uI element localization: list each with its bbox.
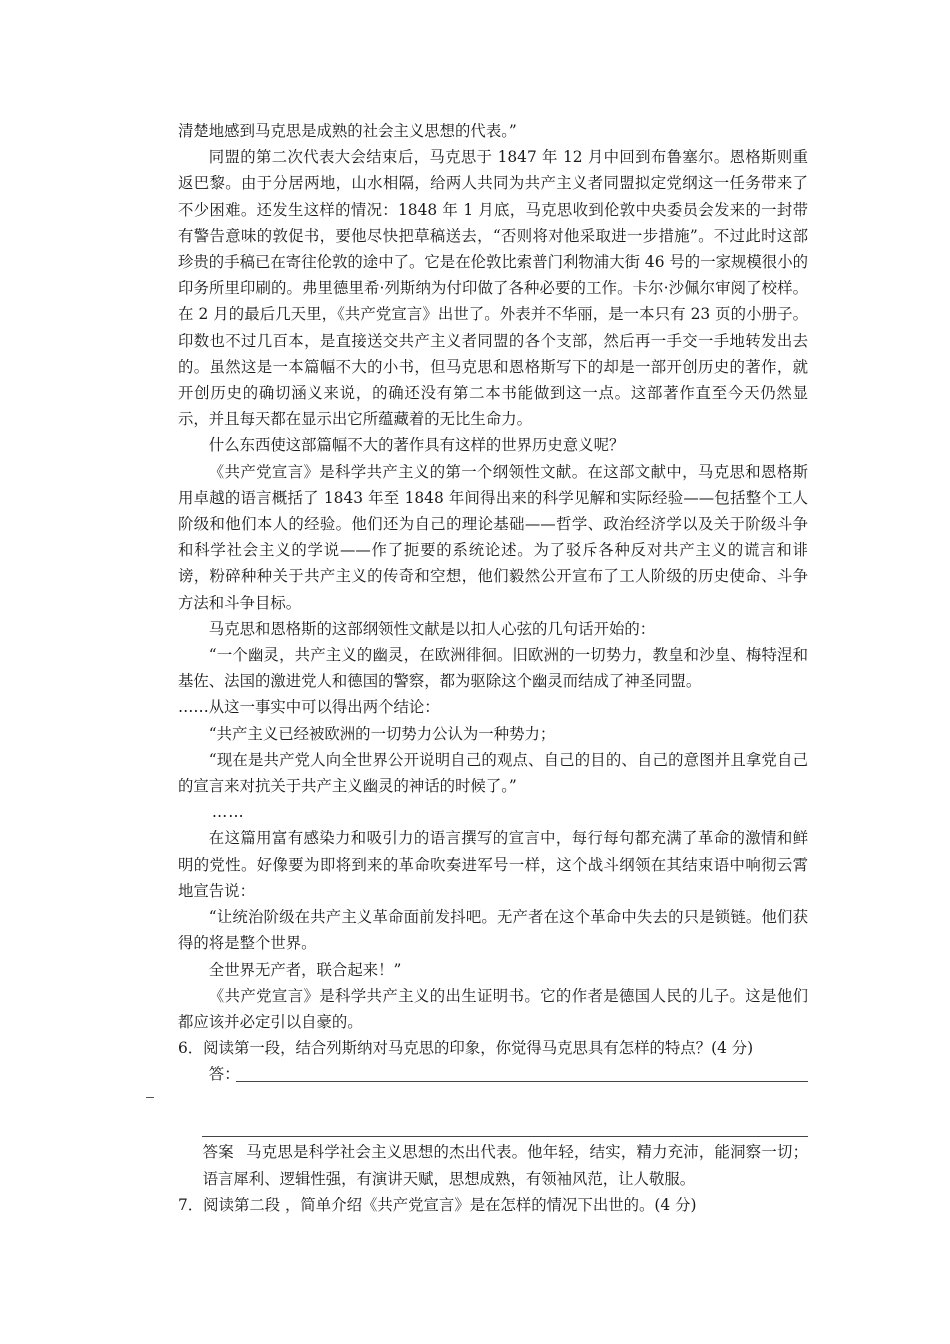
question-6: 6．阅读第一段，结合列斯纳对马克思的印象，你觉得马克思具有怎样的特点？(4 分) (178, 1039, 754, 1058)
answer-line-extra[interactable] (202, 1136, 808, 1137)
answer-line[interactable] (236, 1081, 808, 1082)
answer-q6 (178, 1139, 808, 1191)
paragraph-birth-certificate: 《共产党宣言》是科学共产主义的出生证明书。它的作者是德国人民的儿子。这是他们都应该并必定引以自豪的。 (178, 986, 808, 1031)
paragraph-manifesto-summary: 《共产党宣言》是科学共产主义的第一个纲领性文献。在这部文献中，马克思和恩格斯用卓越的语言概括了 1843 年至 1848 年间得出来的科学见解和实际经验——包括整个工人阶级和他们本人的经验。他们还为自己的理论基础——哲学、政治经济学以及关于阶级斗争和科学社会主义的学说——作了扼要的系统论述。为了驳斥各种反对共产主义的谎言和诽谤，粉碎种种关于共产主义的传奇和空想，他们毅然公开宣布了工人阶级的历史使命、斗争方法和斗争目标。 (178, 462, 808, 612)
question-7: 7．阅读第二段 ，简单介绍《共产党宣言》是在怎样的情况下出世的。(4 分) (178, 1195, 697, 1214)
paragraph-opening-intro: 马克思和恩格斯的这部纲领性文献是以扣人心弦的几句话开始的： (208, 619, 656, 638)
reading-passage (178, 118, 808, 1218)
answer-body: 马克思是科学社会主义思想的杰出代表。他年轻，结实，精力充沛，能洞察一切；语言犀利、逻辑性强，有演讲天赋，思想成熟，有领袖风范，让人敬服。 (202, 1143, 808, 1188)
quote-chains: “让统治阶级在共产主义革命面前发抖吧。无产者在这个革命中失去的只是锁链。他们获得的将是整个世界。 (178, 908, 808, 953)
paragraph-question: 什么东西使这部篇幅不大的著作具有这样的世界历史意义呢？ (208, 436, 625, 455)
answer-row-q6-extra (178, 1087, 808, 1139)
answer-prompt: 答： (208, 1065, 240, 1084)
answer-row-q6 (178, 1061, 808, 1087)
quote-spectre: “一个幽灵，共产主义的幽灵，在欧洲徘徊。旧欧洲的一切势力，教皇和沙皇、梅特涅和基佐、法国的激进党人和德国的警察，都为驱除这个幽灵而结成了神圣同盟。 (178, 646, 808, 691)
quote-conclusion-one: “共产主义已经被欧洲的一切势力公认为一种势力； (208, 724, 556, 743)
quote-workers-unite: 全世界无产者，联合起来！” (208, 960, 402, 979)
quote-ellipsis: …… (211, 803, 245, 822)
quote-conclusions: ……从这一事实中可以得出两个结论： (178, 698, 440, 717)
margin-dash (146, 1097, 154, 1098)
answer-label: 答案 (202, 1143, 234, 1162)
paragraph-second-congress: 同盟的第二次代表大会结束后，马克思于 1847 年 12 月中回到布鲁塞尔。恩格斯则重返巴黎。由于分居两地，山水相隔，给两人共同为共产主义者同盟拟定党纲这一任务带来了不少困难。还发生这样的情况：1848 年 1 月底，马克思收到伦敦中央委员会发来的一封带有警告意味的敦促书，要他尽快把草稿送去，“否则将对他采取进一步措施”。不过此时这部珍贵的手稿已在寄往伦敦的途中了。它是在伦敦比索普门利物浦大街 46 号的一家规模很小的印务所里印刷的。弗里德里希·列斯纳为付印做了各种必要的工作。卡尔·沙佩尔审阅了校样。在 2 月的最后几天里，《共产党宣言》出世了。外表并不华丽，是一本只有 23 页的小册子。印数也不过几百本，是直接送交共产主义者同盟的各个支部，然后再一手交一手地转发出去的。虽然这是一本篇幅不大的小书，但马克思和恩格斯写下的却是一部开创历史的著作，就开创历史的确切涵义来说，的确还没有第二本书能做到这一点。这部著作直至今天仍然显示，并且每天都在显示出它所蕴藏着的无比生命力。 (178, 148, 808, 429)
quote-conclusion-two: “现在是共产党人向全世界公开说明自己的观点、自己的目的、自己的意图并且拿党自己的宣言来对抗关于共产主义幽灵的神话的时候了。” (178, 750, 808, 796)
paragraph-continuation: 清楚地感到马克思是成熟的社会主义思想的代表。” (178, 122, 517, 140)
paragraph-passion: 在这篇用富有感染力和吸引力的语言撰写的宣言中，每行每句都充满了革命的激情和鲜明的党性。好像要为即将到来的革命吹奏进军号一样，这个战斗纲领在其结束语中响彻云霄地宣告说： (178, 829, 808, 900)
